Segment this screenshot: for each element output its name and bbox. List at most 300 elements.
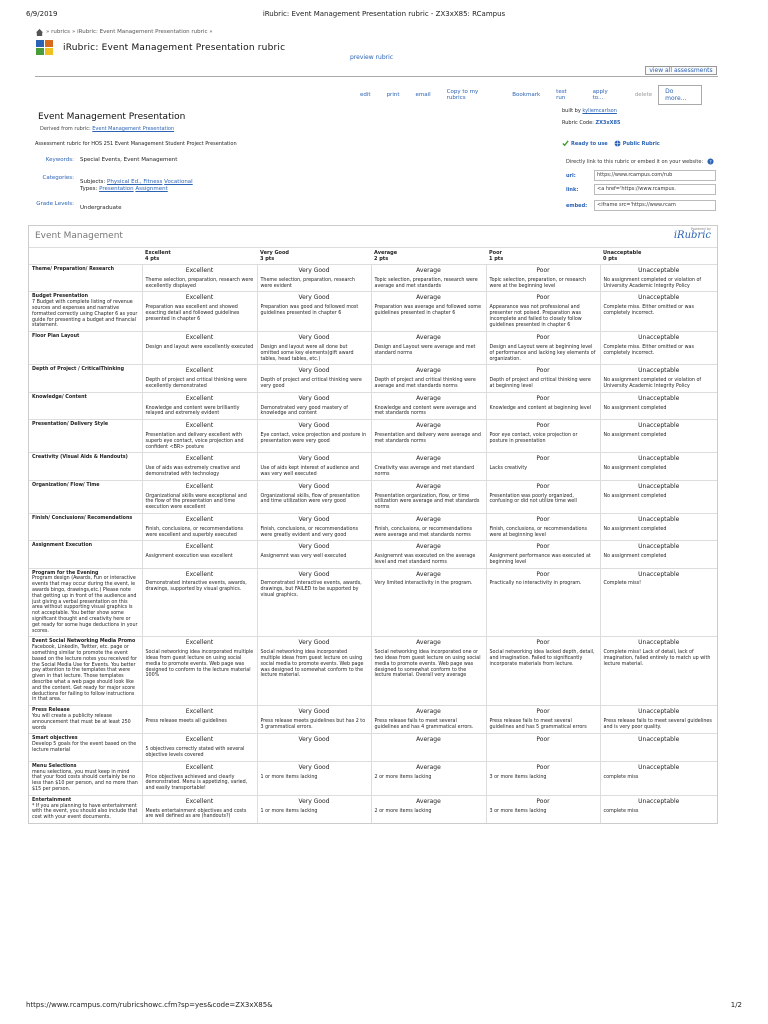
rubric-cell[interactable] (371, 706, 486, 734)
breadcrumb (35, 28, 213, 36)
rubric-cell[interactable] (486, 795, 600, 823)
embed-instructions (566, 158, 716, 165)
cell-level-label: Poor (536, 482, 550, 490)
criterion-cell (29, 420, 142, 453)
rubric-cell[interactable] (486, 292, 600, 332)
print-date: 6/9/2019 (26, 10, 58, 18)
rubric-cell[interactable] (371, 761, 486, 795)
cell-level-label: Poor (536, 639, 550, 647)
criterion-title: Theme/ Preparation/ Research (32, 267, 115, 272)
rubric-cell[interactable] (486, 637, 600, 706)
cell-level-label: Excellent (185, 455, 214, 463)
rubric-cell[interactable] (600, 795, 717, 823)
rubric-cell[interactable] (142, 420, 257, 453)
criterion-cell (29, 795, 142, 823)
cell-description: Social networking idea incorporated one or two ideas from guest lecture on using social media to promote events. Web page was designed to somewhat conform to the lecture material. Overall very average (374, 650, 481, 679)
cell-level-label: Unacceptable (638, 334, 680, 342)
cell-level-label: Excellent (185, 482, 214, 490)
cell-level-label: Unacceptable (638, 708, 680, 716)
level-points: 4 pts (145, 256, 160, 262)
rubric-cell[interactable] (600, 332, 717, 365)
breadcrumb-current[interactable]: » iRubric: Event Management Presentation rubric » (72, 29, 213, 35)
cell-level-label: Average (416, 763, 441, 771)
cell-level-label: Average (416, 515, 441, 523)
cell-level-label: Average (416, 482, 441, 490)
cell-level-label: Average (416, 394, 441, 402)
categories-value (80, 175, 193, 193)
cell-description: Eye contact, voice projection and posture in presentation were very good (260, 432, 367, 444)
rubric-cell[interactable] (486, 392, 600, 419)
cell-description: Demonstrated interactive events, awards, drawings, supported by visual graphics. (145, 581, 247, 593)
cell-level-label: Very Good (298, 708, 330, 716)
built-by (562, 108, 617, 114)
cell-level-label: Unacceptable (638, 515, 680, 523)
home-icon[interactable] (35, 28, 44, 36)
rubric-cell[interactable] (257, 706, 371, 734)
cell-description: Social networking idea incorporated multiple ideas from guest lecture on using social media to promote events. Web page was designed to conform to the lecture material 100% (145, 650, 254, 679)
cell-level-label: Excellent (185, 267, 214, 274)
cell-description: Preparation was excellent and showed exacting detail and followed guidelines presented in chapter 6 (145, 305, 240, 322)
url-field[interactable]: https://www.rcampus.com/rub (594, 170, 716, 181)
criterion-row (29, 420, 717, 453)
cell-level-label: Unacceptable (638, 763, 680, 771)
rubric-cell[interactable] (600, 265, 717, 292)
rubric-cell[interactable] (600, 392, 717, 419)
rubric-cell[interactable] (486, 513, 600, 540)
criterion-description: Develop 5 goals for the event based on the lecture material (32, 742, 137, 753)
help-icon[interactable] (707, 158, 714, 165)
cell-description: Creativity was average and met standard norms (374, 466, 475, 477)
rubric-cell[interactable] (600, 480, 717, 513)
cell-description: 1 or more items lacking (260, 808, 318, 814)
cell-description: Design and Layout were at beginning level of performance and lacking key elements of organization. (489, 344, 596, 362)
rubric-cell[interactable] (371, 637, 486, 706)
author-link[interactable]: kyliemcarlson (582, 108, 617, 114)
do-more-button[interactable]: Do more... (658, 85, 702, 105)
rubric-cell[interactable] (257, 541, 371, 568)
cell-description: No assignment completed or violation of University Academic Integrity Policy (603, 277, 702, 289)
criterion-description: menu selections, you must keep in mind that your food costs should certainly be no less than $10 per person, and no more than $15 per person. (32, 769, 138, 792)
url-label: url: (566, 172, 576, 179)
rubric-cell[interactable] (257, 420, 371, 453)
level-points: 1 pts (489, 256, 504, 262)
rubric-cell[interactable] (142, 637, 257, 706)
cell-description: No assignment completed (603, 493, 667, 499)
cell-description: Knowledge and content were average and met standards norms (374, 405, 477, 417)
cell-level-label: Poor (536, 455, 550, 463)
criterion-row (29, 568, 717, 637)
url-row (566, 170, 716, 181)
cell-level-label: Poor (536, 570, 550, 578)
rubric-cell[interactable] (486, 541, 600, 568)
type-link[interactable]: Presentation (99, 186, 134, 192)
delete-link[interactable]: delete (634, 92, 653, 98)
copy-link[interactable]: Copy to my rubrics (446, 89, 479, 101)
rubric-cell[interactable] (142, 365, 257, 392)
rubric-cell[interactable] (371, 541, 486, 568)
cell-description: Finish, conclusions, or recommendations were greatly evident and very good (260, 526, 359, 538)
cell-level-label: Excellent (185, 367, 214, 375)
criterion-cell (29, 480, 142, 513)
cell-description: Topic selection, preparation, or research were at the beginning level (489, 277, 586, 289)
rubric-cell[interactable] (600, 541, 717, 568)
rubric-cell[interactable] (600, 734, 717, 761)
criterion-title: Event Social Networking Media Promo (32, 639, 136, 645)
apply-to-link[interactable]: apply to... (592, 89, 608, 101)
cell-level-label: Unacceptable (638, 267, 680, 274)
cell-level-label: Unacceptable (638, 797, 680, 805)
rubric-cell[interactable] (142, 480, 257, 513)
page-number: 1/2 (730, 1001, 742, 1009)
rubric-cell[interactable] (371, 513, 486, 540)
cell-description: No assignment completed (603, 432, 667, 438)
rubric-cell[interactable] (486, 568, 600, 637)
link-label: link: (566, 186, 579, 193)
rubric-name: Event Management (35, 231, 123, 241)
rubric-cell[interactable] (257, 795, 371, 823)
cell-description: Finish, conclusions, or recommendations were excellent and superbly executed (145, 526, 244, 538)
cell-level-label: Average (416, 708, 441, 716)
rubric-cell[interactable] (371, 265, 486, 292)
cell-description: Depth of project and critical thinking were excellently demonstrated (145, 378, 247, 389)
criterion-title: Menu Selections (32, 763, 77, 769)
grade-levels-label: Grade Levels: (36, 201, 74, 207)
test-run-link[interactable]: test run (556, 89, 567, 101)
criterion-title: Program for the Evening (32, 570, 99, 576)
view-all-assessments-button[interactable]: view all assessments (645, 66, 717, 75)
level-name: Poor (489, 250, 503, 256)
rubric-cell[interactable] (257, 568, 371, 637)
cell-level-label: Very Good (298, 422, 330, 430)
rubric-title: Event Management Presentation (38, 112, 186, 122)
rubric-cell[interactable] (257, 292, 371, 332)
cell-description: Organizational skills were exceptional and the flow of the presentation and time execution were excellent (145, 493, 247, 511)
criterion-title: Creativity (Visual Aids & Handouts) (32, 455, 128, 461)
cell-description: 3 or more items lacking (489, 808, 547, 814)
cell-description: Press release meets all guidelines (145, 719, 227, 725)
cell-description: Preparation was good and followed most guidelines presented in chapter 6 (260, 305, 359, 316)
cell-level-label: Very Good (298, 639, 330, 647)
print-title: iRubric: Event Management Presentation rubric - ZX3xX85: RCampus (262, 10, 506, 18)
categories-row (35, 175, 193, 193)
rubric-cell[interactable] (257, 734, 371, 761)
rubric-cell[interactable] (142, 541, 257, 568)
page-title-row (35, 38, 285, 58)
cell-level-label: Very Good (298, 543, 330, 551)
rubric-cell[interactable] (600, 453, 717, 480)
rubric-cell[interactable] (257, 365, 371, 392)
cell-level-label: Excellent (185, 797, 214, 805)
cell-description: Design and Layout were average and met standard norms (374, 344, 476, 356)
rubric-cell[interactable] (371, 392, 486, 419)
divider (35, 76, 718, 77)
rubric-cell[interactable] (142, 568, 257, 637)
print-link[interactable]: print (386, 92, 400, 98)
email-link[interactable]: email (415, 92, 431, 98)
cell-level-label: Unacceptable (638, 294, 680, 302)
cell-level-label: Average (416, 267, 441, 274)
criterion-row (29, 734, 717, 761)
derived-from (40, 126, 174, 132)
cell-description: Appearance was not professional and presenter not poised. Preparation was incomplete and failed to closely follow guidelines presented in chapter 6 (489, 305, 582, 328)
cell-description: Use of aids was extremely creative and demonstrated with technology (145, 466, 241, 477)
rubric-cell[interactable] (486, 706, 600, 734)
cell-level-label: Poor (536, 294, 550, 302)
cell-description: 3 or more items lacking (489, 774, 547, 780)
rubric-cell[interactable] (142, 734, 257, 761)
cell-description: Organizational skills, flow of presentation and time utilization were very good (260, 493, 360, 505)
cell-description: Knowledge and content at beginning level (489, 405, 591, 411)
cell-level-label: Excellent (185, 708, 214, 716)
rubric-cell[interactable] (257, 761, 371, 795)
types-prefix: Types: (80, 186, 98, 192)
cell-description: 2 or more items lacking (374, 808, 432, 814)
cell-level-label: Average (416, 334, 441, 342)
embed-field[interactable]: <iframe src='https://www.rcam (594, 200, 716, 211)
criterion-cell (29, 332, 142, 365)
cell-description: complete miss (603, 774, 639, 780)
cell-level-label: Very Good (298, 763, 330, 771)
criterion-cell (29, 365, 142, 392)
cell-level-label: Unacceptable (638, 367, 680, 375)
rubric-cell[interactable] (486, 734, 600, 761)
embed-label: embed: (566, 202, 588, 209)
cell-description: No assignment completed (603, 526, 667, 532)
cell-description: No assignment completed (603, 466, 667, 472)
criterion-row (29, 365, 717, 392)
rubric-cell[interactable] (371, 480, 486, 513)
rubric-cell[interactable] (486, 420, 600, 453)
rubric-cell[interactable] (600, 420, 717, 453)
globe-icon (614, 140, 621, 147)
built-prefix: built by (562, 108, 583, 114)
cell-level-label: Average (416, 797, 441, 805)
rubric-cell[interactable] (371, 292, 486, 332)
rubric-cell[interactable] (600, 706, 717, 734)
subjects-prefix: Subjects: (80, 179, 106, 185)
level-header (142, 248, 257, 265)
level-points: 2 pts (374, 256, 389, 262)
criterion-row (29, 541, 717, 568)
rubric-cell[interactable] (600, 568, 717, 637)
cell-level-label: Poor (536, 422, 550, 430)
cell-level-label: Poor (536, 267, 550, 274)
rubric-levels-header (29, 248, 717, 265)
rubric-cell[interactable] (371, 453, 486, 480)
rubric-cell[interactable] (142, 795, 257, 823)
cell-level-label: Unacceptable (638, 570, 680, 578)
criterion-title: Entertainment (32, 797, 72, 803)
grade-levels-row (35, 201, 122, 212)
cell-level-label: Very Good (298, 570, 330, 578)
subject-link[interactable]: Vocational (164, 179, 193, 185)
cell-level-label: Poor (536, 736, 550, 744)
level-points: 3 pts (260, 256, 275, 262)
criterion-cell (29, 734, 142, 761)
rubric-cell[interactable] (600, 365, 717, 392)
rubric-cell[interactable] (142, 292, 257, 332)
rubric-cell[interactable] (257, 453, 371, 480)
cell-level-label: Poor (536, 797, 550, 805)
rubric-cell[interactable] (486, 332, 600, 365)
ready-badge (562, 140, 608, 147)
cell-description: Depth of project and critical thinking were at beginning level (489, 378, 591, 389)
rubric-cell[interactable] (371, 332, 486, 365)
cell-description: Complete miss. Either omitted or was completely incorrect. (603, 344, 694, 356)
cell-level-label: Average (416, 543, 441, 551)
rubric-cell[interactable] (142, 453, 257, 480)
cell-level-label: Very Good (298, 367, 330, 375)
criterion-row (29, 706, 717, 734)
criterion-row (29, 453, 717, 480)
rubric-cell[interactable] (257, 392, 371, 419)
rubric-table (29, 248, 717, 823)
cell-level-label: Unacceptable (638, 482, 680, 490)
level-name: Unacceptable (603, 250, 642, 256)
rubric-cell[interactable] (257, 513, 371, 540)
criterion-title: Organization/ Flow/ Time (32, 482, 100, 488)
cell-description: No assignment completed (603, 405, 667, 411)
embed-row (566, 200, 716, 211)
cell-description: Depth of project and critical thinking were very good (260, 378, 362, 389)
ready-label: Ready to use (571, 141, 608, 147)
cell-description: Demonstrated interactive events, awards, drawings, but FAILED to be supported by visual graphics. (260, 581, 362, 599)
rubric-cell[interactable] (486, 365, 600, 392)
criterion-cell (29, 637, 142, 706)
criterion-row (29, 392, 717, 419)
cell-description: Preparation was average and followed some guidelines presented in chapter 6 (374, 305, 482, 316)
rubric-cell[interactable] (486, 265, 600, 292)
criterion-cell (29, 568, 142, 637)
rubric-cell[interactable] (486, 480, 600, 513)
subject-link[interactable]: Physical Ed., Fitness (107, 179, 163, 185)
rubric-cell[interactable] (371, 420, 486, 453)
rubric-cell[interactable] (142, 332, 257, 365)
rubric-cell[interactable] (142, 513, 257, 540)
criterion-cell (29, 541, 142, 568)
rubric-cell[interactable] (600, 761, 717, 795)
embed-instructions-text: Directly link to this rubric or embed it on your website: (566, 159, 704, 165)
rubric-cell[interactable] (142, 706, 257, 734)
cell-level-label: Average (416, 736, 441, 744)
cell-level-label: Unacceptable (638, 455, 680, 463)
cell-level-label: Excellent (185, 570, 214, 578)
rubric-cell[interactable] (600, 637, 717, 706)
rubric-cell[interactable] (142, 392, 257, 419)
cell-level-label: Excellent (185, 736, 214, 744)
breadcrumb-rubrics[interactable]: » rubrics (46, 29, 71, 35)
rubric-cell[interactable] (257, 637, 371, 706)
cell-description: Design and layout were all done but omitted some key elements(gift award tables, head tables, etc.) (260, 344, 354, 362)
cell-description: complete miss (603, 808, 639, 814)
rubric-cell[interactable] (257, 480, 371, 513)
rubric-cell[interactable] (371, 568, 486, 637)
cell-level-label: Very Good (298, 797, 330, 805)
public-label: Public Rubric (622, 141, 660, 147)
rubric-cell[interactable] (371, 365, 486, 392)
link-field[interactable]: <a href='https://www.rcampus. (594, 184, 716, 195)
rubric-cell[interactable] (600, 292, 717, 332)
cell-level-label: Very Good (298, 294, 330, 302)
bookmark-link[interactable]: Bookmark (512, 92, 541, 98)
cell-description: Press release fails to meet several guidelines and has 4 grammatical errors. (374, 719, 474, 730)
level-name: Very Good (260, 250, 290, 256)
grade-levels-value: Undergraduate (80, 205, 122, 211)
cell-description: Topic selection, preparation, research were average and met standards (374, 277, 478, 289)
cell-description: Poor eye contact, voice projection or posture in presentation (489, 432, 578, 444)
criterion-description: 7 Budget with complete listing of revenue sources and expenses and narrative formatted correctly using Chapter 6 as your guide for presenting a budget and financial statement. (32, 300, 138, 329)
rubric-cell[interactable] (257, 265, 371, 292)
cell-level-label: Very Good (298, 455, 330, 463)
cell-description: Presentation and delivery were average and met standards norms (374, 432, 481, 444)
checkmark-icon (562, 140, 569, 147)
rubric-cell[interactable] (257, 332, 371, 365)
cell-level-label: Excellent (185, 763, 214, 771)
criterion-description: * If you are planning to have entertainment with the event, you should also include that cost with your event documents. (32, 803, 138, 821)
rubric-cell[interactable] (371, 795, 486, 823)
cell-description: Very limited interactivity in the program. (374, 581, 473, 587)
rubric-code (562, 120, 620, 126)
cell-description: Social networking idea lacked depth, detail, and imagination. Failed to significantly incorporate materials from lecture. (489, 650, 595, 667)
cell-level-label: Very Good (298, 482, 330, 490)
criterion-cell (29, 292, 142, 332)
criteria-header (29, 248, 142, 265)
cell-description: 1 or more items lacking (260, 774, 318, 780)
level-header (486, 248, 600, 265)
cell-level-label: Poor (536, 515, 550, 523)
cell-level-label: Average (416, 422, 441, 430)
rubric-cell[interactable] (486, 453, 600, 480)
cell-level-label: Very Good (298, 515, 330, 523)
cell-level-label: Very Good (298, 334, 330, 342)
cell-level-label: Excellent (185, 294, 214, 302)
cell-level-label: Very Good (298, 267, 330, 274)
criterion-title: Finish/ Conclusions/ Recomendations (32, 515, 133, 521)
rubric-code-label: Rubric Code: (562, 120, 596, 126)
rubric-logo-icon (35, 38, 57, 58)
cell-level-label: Poor (536, 543, 550, 551)
cell-level-label: Average (416, 294, 441, 302)
rubric-cell[interactable] (486, 761, 600, 795)
criterion-description: Facebook, LinkedIn, Twitter, etc. page or something similar to promote the event based on the lecture notes you received for the Social Media Use for Events. You better pay attention to the templates that were given in that lecture. Those templates describe what a web page should look like and the content. Get ready for major score deductions for failing to follow instructions in that area. (32, 645, 137, 703)
rubric-cell[interactable] (142, 761, 257, 795)
cell-description: Knowledge and content were brilliantly relayed and extremely evident (145, 405, 240, 417)
cell-description: Social networking idea incorporated multiple ideas from guest lecture on using social media to promote events. Web page was designed to somewhat conform to the lecture material. (260, 650, 364, 679)
cell-description: Design and layout were excellently executed (145, 344, 254, 350)
rubric-cell[interactable] (600, 513, 717, 540)
assessment-description: Assessment rubric for HOS 251 Event Management Student Project Presentation (35, 141, 237, 147)
derived-link[interactable]: Event Management Presentation (92, 126, 175, 132)
page-title: iRubric: Event Management Presentation rubric (63, 43, 286, 53)
rubric-cell[interactable] (142, 265, 257, 292)
criterion-title: Presentation/ Delivery Style (32, 422, 109, 428)
print-header (26, 10, 742, 24)
powered-by-label: Powered by (690, 227, 711, 231)
cell-description: Complete miss! (603, 581, 642, 587)
criterion-row (29, 480, 717, 513)
rubric-body (29, 265, 717, 823)
cell-level-label: Unacceptable (638, 394, 680, 402)
preview-rubric-link[interactable]: preview rubric (350, 54, 394, 61)
cell-description: Theme selection, preparation, research were excellently displayed (145, 277, 254, 289)
edit-link[interactable]: edit (360, 92, 371, 98)
cell-level-label: Poor (536, 334, 550, 342)
irubric-logo-text: iRubric (673, 230, 711, 241)
cell-description: Press release fails to meet several guidelines and has 5 grammatical errors (489, 719, 587, 730)
type-link[interactable]: Assignment (135, 186, 168, 192)
level-name: Excellent (145, 250, 171, 256)
rubric-cell[interactable] (371, 734, 486, 761)
